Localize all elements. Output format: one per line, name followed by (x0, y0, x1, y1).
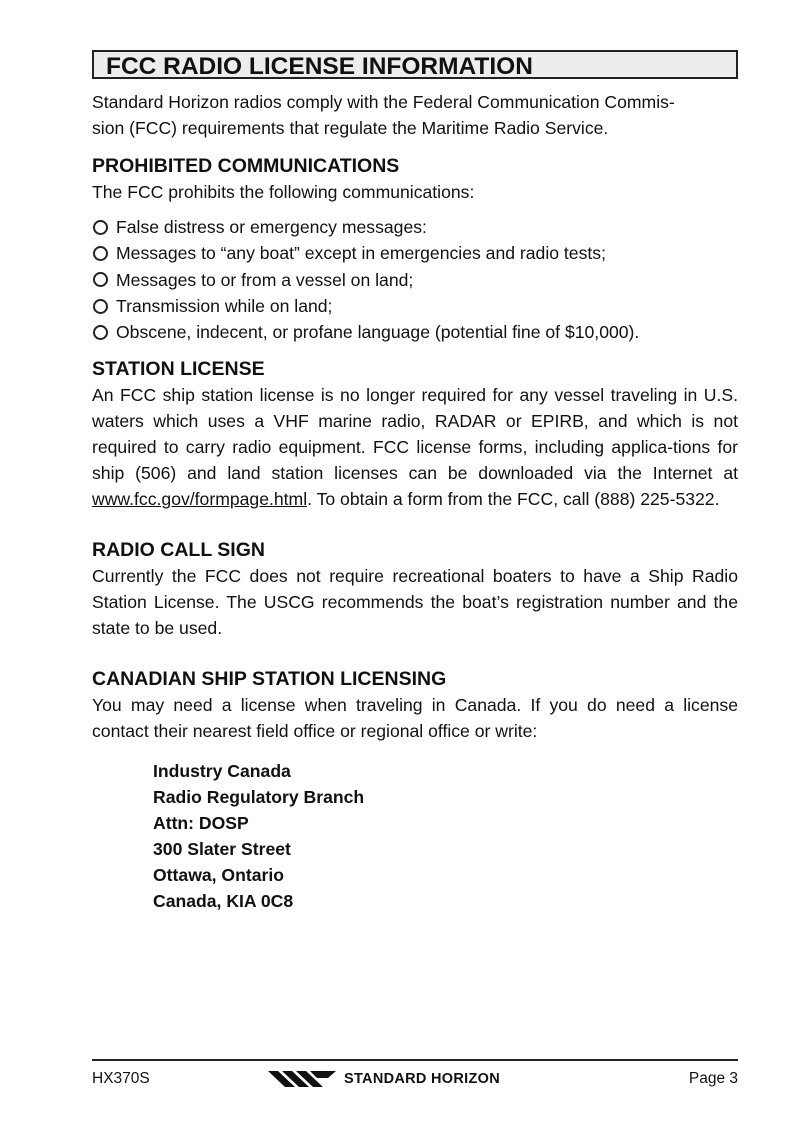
list-item: Messages to “any boat” except in emergencies and radio tests; (92, 240, 738, 266)
address-line: Attn: DOSP (153, 813, 249, 834)
list-item: Messages to or from a vessel on land; (92, 267, 738, 293)
intro-line-2: sion (FCC) requirements that regulate the Maritime Radio Service. (92, 118, 609, 138)
station-license-heading: STATION LICENSE (92, 358, 265, 381)
intro-line-1: Standard Horizon radios comply with the Federal Communication Commis- (92, 92, 675, 112)
page-content (92, 50, 738, 914)
list-item: False distress or emergency messages: (92, 214, 738, 240)
address-line: Ottawa, Ontario (153, 865, 284, 886)
radio-call-sign-heading: RADIO CALL SIGN (92, 539, 265, 562)
circle-bullet-icon (93, 220, 108, 235)
circle-bullet-icon (93, 246, 108, 261)
mailing-address (153, 758, 738, 914)
prohibited-list (92, 214, 738, 345)
page-footer (92, 1059, 738, 1101)
fcc-form-link[interactable]: www.fcc.gov/formpage.html (92, 489, 308, 510)
list-item: Transmission while on land; (92, 293, 738, 319)
intro-paragraph (92, 89, 738, 141)
canadian-licensing-heading: CANADIAN SHIP STATION LICENSING (92, 668, 447, 691)
address-line: Industry Canada (153, 761, 291, 782)
address-line: 300 Slater Street (153, 839, 291, 860)
radio-call-sign-paragraph: Currently the FCC does not require recreational boaters to have a Ship Radio Station License. The USCG recommends the boat’s registration number and the state to be used. (92, 566, 738, 639)
brand-logo (268, 1069, 500, 1089)
standard-horizon-logo-icon (268, 1069, 338, 1089)
model-number: HX370S (92, 1070, 150, 1087)
circle-bullet-icon (93, 299, 108, 314)
prohibited-lead: The FCC prohibits the following communications: (92, 182, 475, 202)
list-item: Obscene, indecent, or profane language (potential fine of $10,000). (92, 319, 738, 345)
station-license-paragraph: An FCC ship station license is no longer required for any vessel traveling in U.S. waters which uses a VHF marine radio, RADAR or EPIRB, and which is not required to carry radio equipment. FCC license forms, including applica-tions for ship (506) and land station licenses can be downloaded via the Internet at www.fcc.gov/formpage.html. To obtain a form from the FCC, call (888) 225-5322. (92, 385, 738, 510)
brand-name: STANDARD HORIZON (344, 1071, 500, 1087)
page-number: Page 3 (688, 1070, 738, 1087)
circle-bullet-icon (93, 325, 108, 340)
circle-bullet-icon (93, 272, 108, 287)
address-line: Radio Regulatory Branch (153, 787, 365, 808)
page-title: FCC RADIO LICENSE INFORMATION (92, 50, 738, 79)
canadian-licensing-paragraph: You may need a license when traveling in Canada. If you do need a license contact their nearest field office or regional office or write: (92, 695, 738, 742)
address-line: Canada, KIA 0C8 (153, 891, 294, 912)
prohibited-heading: PROHIBITED COMMUNICATIONS (92, 155, 400, 177)
